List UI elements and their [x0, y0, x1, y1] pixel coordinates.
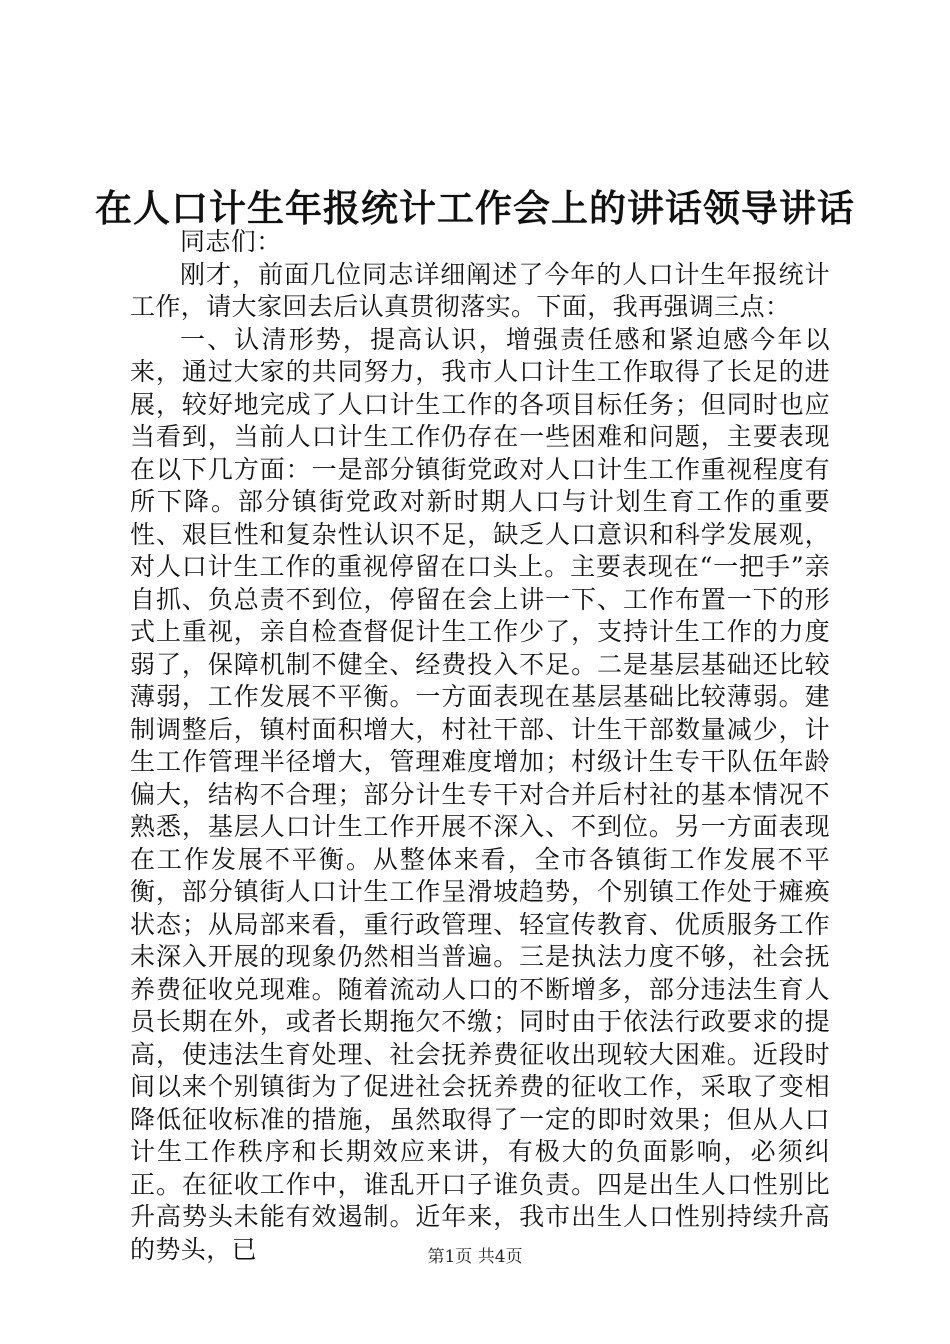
- intro-paragraph: 刚才，前面几位同志详细阐述了今年的人口计生年报统计工作，请大家回去后认真贯彻落实。下面，我再强调三点：: [130, 259, 830, 321]
- section-one-paragraph: 一、认清形势，提高认识，增强责任感和紧迫感今年以来，通过大家的共同努力，我市人口计生工作取得了长足的进展，较好地完成了人口计生工作的各项目标任务；但同时也应当看到，当前人口计生工作仍存在一些困难和问题，主要表现在以下几方面：一是部分镇街党政对人口计生工作重视程度有所下降。部分镇街党政对新时期人口与计划生育工作的重要性、艰巨性和复杂性认识不足，缺乏人口意识和科学发展观，对人口计生工作的重视停留在口头上。主要表现在“一把手”亲自抓、负总责不到位，停留在会上讲一下、工作布置一下的形式上重视，亲自检查督促计生工作少了，支持计生工作的力度弱了，保障机制不健全、经费投入不足。二是基层基础还比较薄弱，工作发展不平衡。一方面表现在基层基础比较薄弱。建制调整后，镇村面积增大，村社干部、计生干部数量减少，计生工作管理半径增大，管理难度增加；村级计生专干队伍年龄偏大，结构不合理；部分计生专干对合并后村社的基本情况不熟悉，基层人口计生工作开展不深入、不到位。另一方面表现在工作发展不平衡。从整体来看，全市各镇街工作发展不平衡，部分镇街人口计生工作呈滑坡趋势，个别镇工作处于瘫痪状态；从局部来看，重行政管理、轻宣传教育、优质服务工作未深入开展的现象仍然相当普遍。三是执法力度不够，社会抚养费征收兑现难。随着流动人口的不断增多，部分违法生育人员长期在外，或者长期拖欠不缴；同时由于依法行政要求的提高，使违法生育处理、社会抚养费征收出现较大困难。近段时间以来个别镇街为了促进社会抚养费的征收工作，采取了变相降低征收标准的措施，虽然取得了一定的即时效果；但从人口计生工作秩序和长期效应来讲，有极大的负面影响，必须纠正。在征收工作中，谁乱开口子谁负责。四是出生人口性别比升高势头未能有效遏制。近年来，我市出生人口性别持续升高的势头，已: [130, 324, 830, 1264]
- document-title: 在人口计生年报统计工作会上的讲话领导讲话: [95, 186, 855, 230]
- document-body: [130, 226, 830, 1266]
- page-number-footer: 第1页 共4页: [427, 1247, 523, 1267]
- salutation-paragraph: 同志们：: [180, 227, 282, 256]
